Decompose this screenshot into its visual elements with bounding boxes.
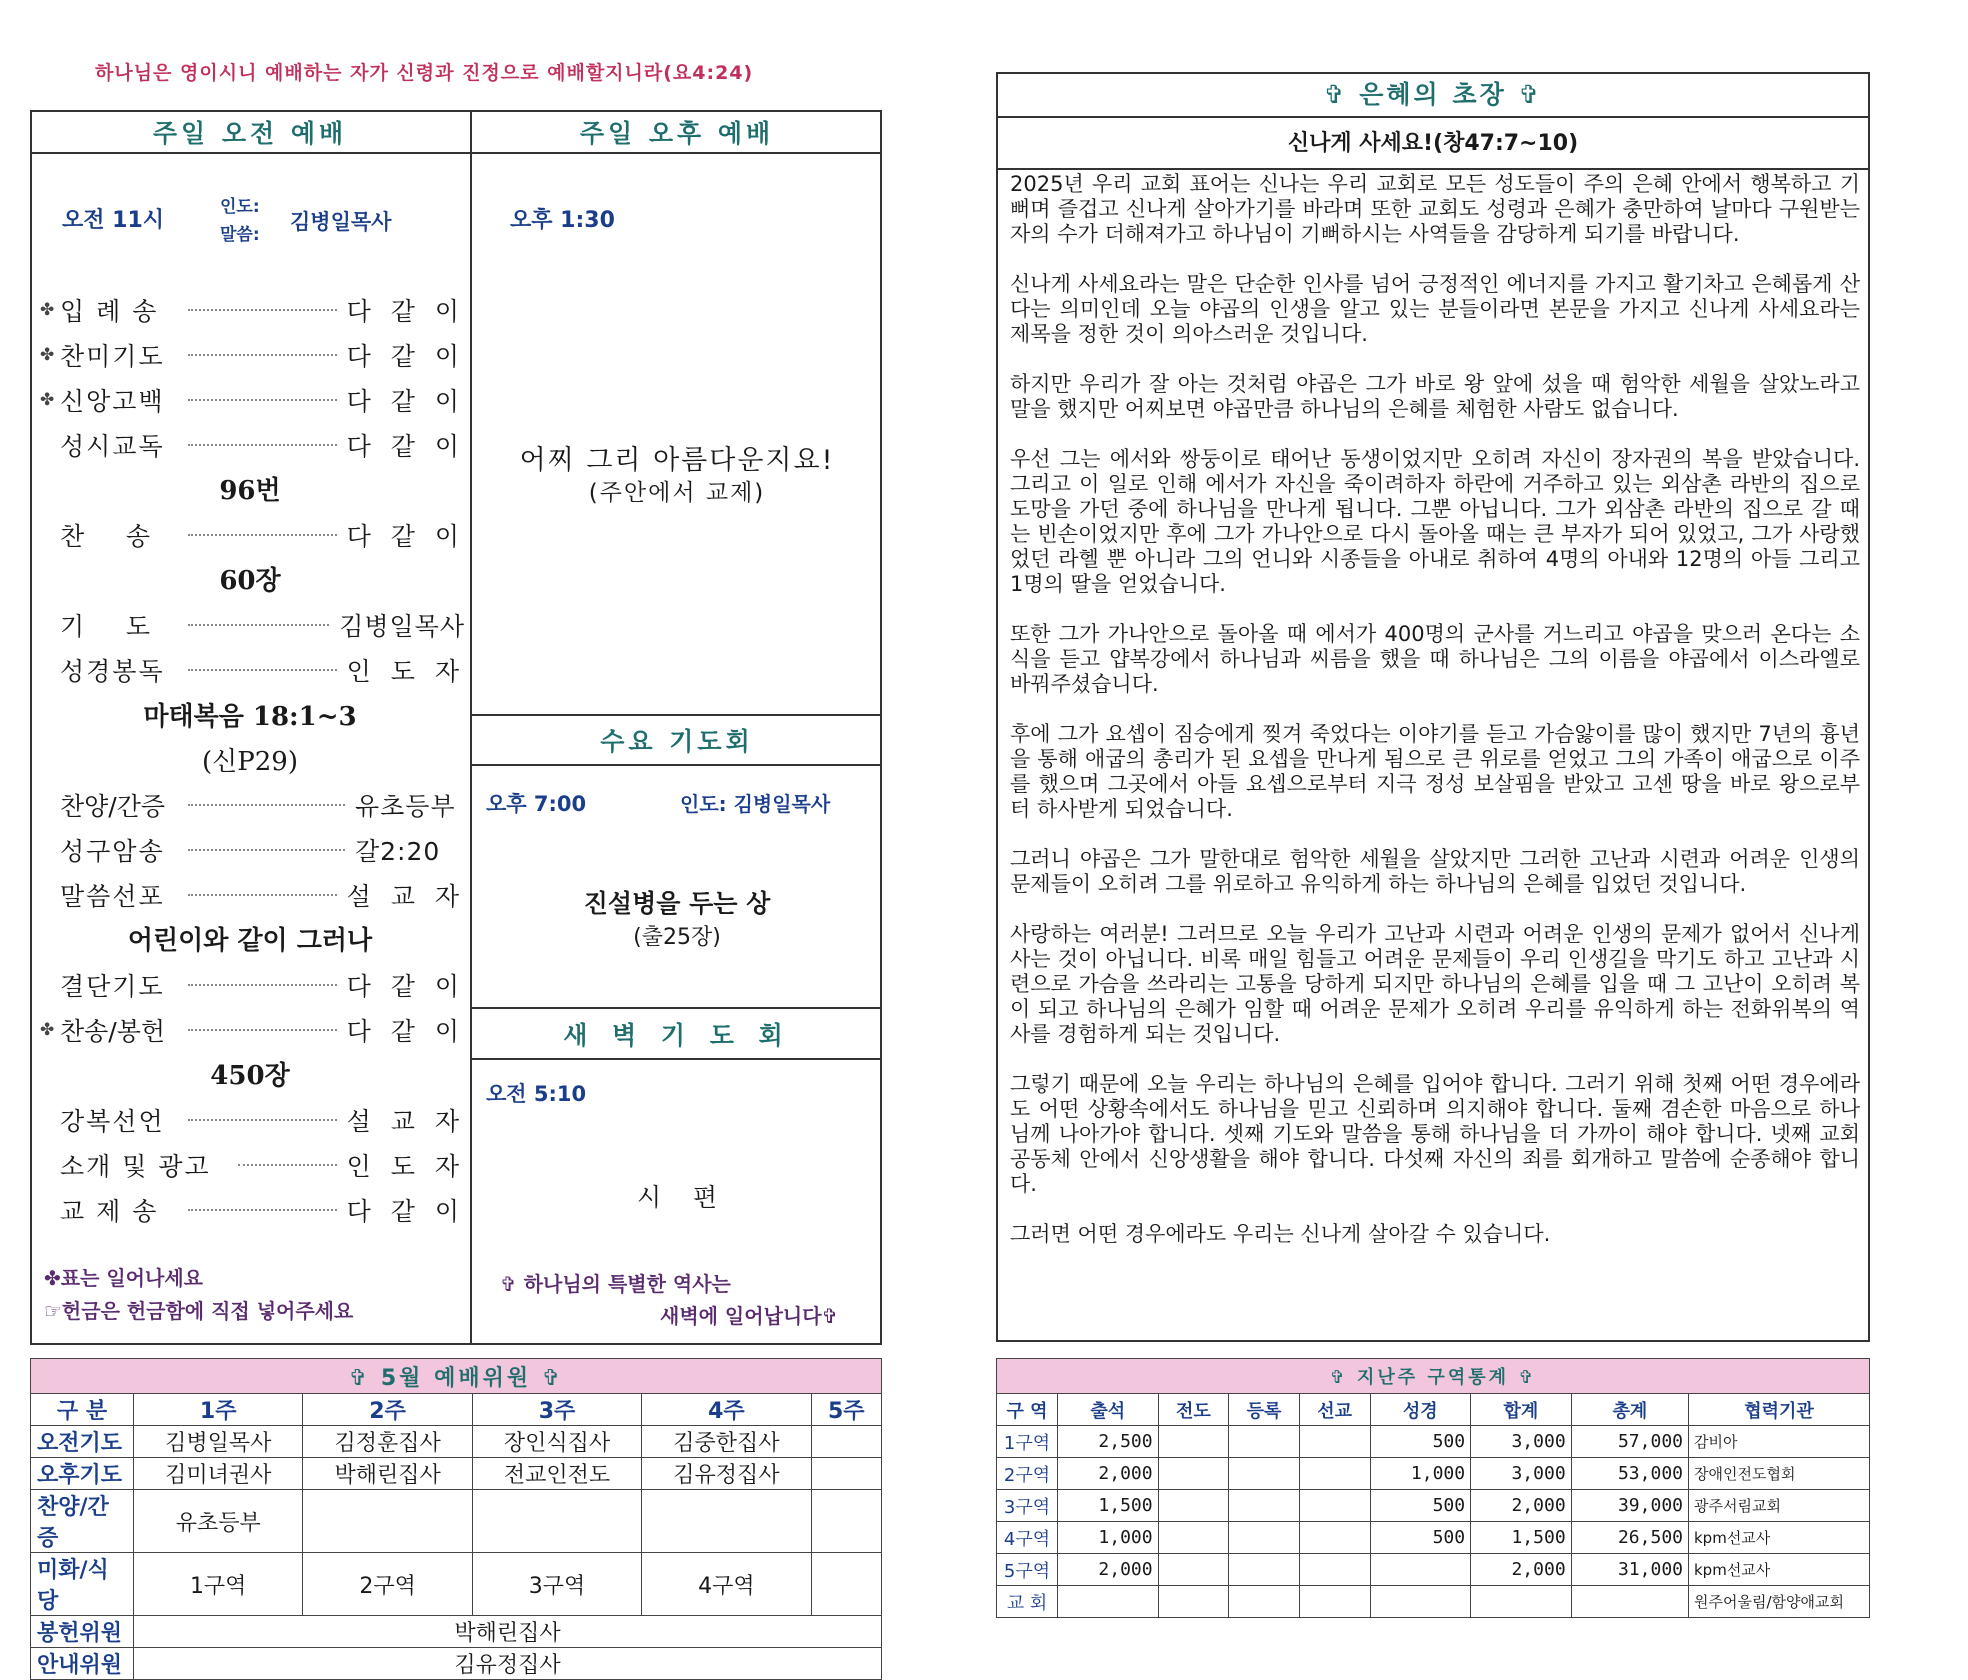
table-row bbox=[31, 1553, 882, 1616]
wednesday-title: 수요 기도회 bbox=[600, 727, 754, 756]
order-person: 다 같 이 bbox=[346, 342, 465, 371]
order-item bbox=[40, 290, 465, 330]
offering-table bbox=[996, 1358, 1870, 1618]
cell: 1,000 bbox=[1058, 1522, 1159, 1554]
offering-note: ☞헌금은 헌금함에 직접 넣어주세요 bbox=[44, 1299, 354, 1323]
cell bbox=[1370, 1586, 1471, 1618]
cell bbox=[1571, 1586, 1688, 1618]
cell bbox=[1158, 1490, 1229, 1522]
wednesday-time: 오후 7:00 bbox=[486, 792, 587, 816]
stand-icon: ✤ bbox=[40, 1020, 55, 1040]
cell: 31,000 bbox=[1571, 1554, 1688, 1586]
cell bbox=[1229, 1490, 1300, 1522]
cell: 2,000 bbox=[1471, 1490, 1572, 1522]
cell bbox=[1229, 1554, 1300, 1586]
table-row bbox=[31, 1648, 882, 1680]
cell bbox=[1471, 1586, 1572, 1618]
cell: 김정훈집사 bbox=[303, 1426, 472, 1458]
morning-time: 오전 11시 bbox=[62, 208, 165, 233]
order-item bbox=[40, 965, 465, 1005]
table-row bbox=[997, 1490, 1870, 1522]
paragraph: 또한 그가 가나안으로 돌아올 때 에서가 400명의 군사를 거느리고 야곱을 맞으러 온다는 소식을 듣고 얍복강에서 하나님과 씨름을 했을 때 하나님은 그의 이름을 야곱에서 이스라엘로 바꿔주셨습니다. bbox=[1010, 622, 1860, 696]
paragraph: 신나게 사세요라는 말은 단순한 인사를 넘어 긍정적인 에너지를 가지고 활기차고 은혜롭게 산다는 의미인데 오늘 야곱의 인생을 알고 있는 분들이라면 본문을 가지고 신나게 사세요라는 제목을 정한 것이 의아스러운 것입니다. bbox=[1010, 272, 1860, 346]
row-label: 봉헌위원 bbox=[31, 1616, 134, 1648]
cell: 유초등부 bbox=[134, 1490, 303, 1553]
wednesday-lead: 인도: 김병일목사 bbox=[680, 792, 831, 816]
cell bbox=[1299, 1490, 1370, 1522]
cell bbox=[1299, 1586, 1370, 1618]
divider bbox=[470, 714, 882, 716]
col-header: 구 분 bbox=[31, 1394, 134, 1426]
scripture: 마태복음 18:1~3 bbox=[143, 702, 357, 732]
cell bbox=[1058, 1586, 1159, 1618]
table-row bbox=[997, 1522, 1870, 1554]
cell: 2구역 bbox=[303, 1553, 472, 1616]
cell: 500 bbox=[1370, 1490, 1471, 1522]
article-body bbox=[1010, 172, 1860, 1272]
order-name: 성경봉독 bbox=[60, 657, 165, 686]
table-row bbox=[997, 1426, 1870, 1458]
table-row bbox=[997, 1458, 1870, 1490]
order-item bbox=[40, 1145, 465, 1185]
paragraph: 우선 그는 에서와 쌍둥이로 태어난 동생이었지만 오히려 자신이 장자권의 복을 받았습니다. 그리고 이 일로 인해 에서가 자신을 죽이려하자 하란에 거주하고 있는 외삼촌 라반의 집으로 도망을 가던 중에 하나님을 만나게 됩니다. 그뿐 아닙니다. 그가 외삼촌 라반의 집으로 갈 때는 빈손이었지만 후에 그가 가나안으로 다시 돌아올 때는 큰 부자가 되어 있었고, 그가 사랑했었던 라헬 뿐 아니라 그의 언니와 시종들을 아내로 취하여 4명의 아내와 12명의 아들 그리고 1명의 딸을 얻었습니다. bbox=[1010, 447, 1860, 596]
paragraph: 그렇기 때문에 오늘 우리는 하나님의 은혜를 입어야 합니다. 그러기 위해 첫째 어떤 경우에라도 어떤 상황속에서도 하나님을 믿고 신뢰하며 의지해야 합니다. 둘째 겸손한 마음으로 하나님께 나아가야 합니다. 셋째 기도와 말씀을 통해 하나님을 더 가까이 해야 합니다. 넷째 교회 공동체 안에서 신앙생활을 해야 합니다. 다섯째 자신의 죄를 회개하고 말씀에 순종해야 합니다. bbox=[1010, 1072, 1860, 1196]
cell: 2,500 bbox=[1058, 1426, 1159, 1458]
col-header: 2주 bbox=[303, 1394, 472, 1426]
dawn-time: 오전 5:10 bbox=[486, 1082, 587, 1106]
cell: 장애인전도협회 bbox=[1689, 1458, 1870, 1490]
cell: 김병일목사 bbox=[134, 1426, 303, 1458]
order-person: 유초등부 bbox=[355, 792, 456, 821]
offering-committee: 박해린집사 bbox=[134, 1616, 882, 1648]
order-name: 말씀선포 bbox=[60, 882, 165, 911]
committee-table bbox=[30, 1358, 882, 1680]
cell: 4구역 bbox=[997, 1522, 1058, 1554]
row-label: 안내위원 bbox=[31, 1648, 134, 1680]
wednesday-topic: 진설병을 두는 상 bbox=[583, 889, 771, 918]
cell bbox=[472, 1490, 641, 1553]
col-header: 선교 bbox=[1299, 1394, 1370, 1426]
order-name: 찬 송 bbox=[60, 522, 153, 551]
cell bbox=[811, 1426, 881, 1458]
cell: 4구역 bbox=[642, 1553, 811, 1616]
sermon-title: 어린이와 같이 그러나 bbox=[127, 926, 373, 956]
dawn-topic: 시 편 bbox=[636, 1183, 718, 1212]
order-person: 다 같 이 bbox=[346, 522, 465, 551]
divider bbox=[470, 764, 882, 766]
stand-icon: ✤ bbox=[40, 345, 55, 365]
cell bbox=[1299, 1426, 1370, 1458]
paragraph: 2025년 우리 교회 표어는 신나는 우리 교회로 모든 성도들이 주의 은혜 안에서 행복하고 기뻐며 즐겁고 신나게 살아가기를 바라며 또한 교회도 성령과 은혜가 충만하여 날마다 구원받는 자의 수가 더해져가고 하나님이 기뻐하시는 사역들을 감당하게 되기를 바랍니다. bbox=[1010, 172, 1860, 246]
cell bbox=[642, 1490, 811, 1553]
order-person: 설 교 자 bbox=[346, 1107, 465, 1136]
cell: 39,000 bbox=[1571, 1490, 1688, 1522]
row-label: 오전기도 bbox=[31, 1426, 134, 1458]
header-verse: 하나님은 영이시니 예배하는 자가 신령과 진정으로 예배할지니라(요4:24) bbox=[95, 62, 754, 84]
cell bbox=[1299, 1554, 1370, 1586]
order-item bbox=[40, 1010, 465, 1050]
order-item bbox=[40, 380, 465, 420]
col-header: 4주 bbox=[642, 1394, 811, 1426]
cell: 전교인전도 bbox=[472, 1458, 641, 1490]
afternoon-time: 오후 1:30 bbox=[510, 208, 615, 233]
hymn-number: 60장 bbox=[219, 566, 281, 596]
stand-icon: ✤ bbox=[40, 390, 55, 410]
col-header: 협력기관 bbox=[1689, 1394, 1870, 1426]
row-label: 오후기도 bbox=[31, 1458, 134, 1490]
wednesday-topic-sub: (출25장) bbox=[633, 925, 721, 950]
paragraph: 그러면 어떤 경우에라도 우리는 신나게 살아갈 수 있습니다. bbox=[1010, 1222, 1551, 1246]
col-header: 합계 bbox=[1471, 1394, 1572, 1426]
cell: kpm선교사 bbox=[1689, 1554, 1870, 1586]
order-name: 찬양/간증 bbox=[60, 792, 166, 821]
cell: 1,500 bbox=[1471, 1522, 1572, 1554]
paragraph: 사랑하는 여러분! 그러므로 오늘 우리가 고난과 시련과 어려운 인생의 문제가 없어서 신나게 사는 것이 아닙니다. 비록 매일 힘들고 어려운 문제들이 우리 인생길을 막기도 하고 고난과 시련으로 가슴을 쓰라리는 고통을 당하게 되지만 하나님의 은혜를 입을 때 그 고난이 오히려 복이 되고 하나님의 은혜가 임할 때 어려운 문제가 오히려 우리를 유익하게 하는 전화위복의 역사를 경험하게 되는 것입니다. bbox=[1010, 922, 1860, 1046]
order-item bbox=[40, 605, 465, 645]
offering-title: ✞ 지난주 구역통계 ✞ bbox=[997, 1359, 1870, 1394]
morning-pastor: 김병일목사 bbox=[290, 210, 392, 234]
cell bbox=[1158, 1554, 1229, 1586]
cell: 2,000 bbox=[1058, 1554, 1159, 1586]
reading-number: 96번 bbox=[219, 476, 281, 506]
guide-committee: 김유정집사 bbox=[134, 1648, 882, 1680]
order-person: 설 교 자 bbox=[346, 882, 465, 911]
order-item bbox=[40, 830, 465, 870]
dawn-title: 새 벽 기 도 회 bbox=[563, 1021, 791, 1050]
order-name: 신앙고백 bbox=[60, 387, 165, 416]
order-name: 입 례 송 bbox=[60, 297, 159, 326]
paragraph: 그러니 야곱은 그가 말한대로 험악한 세월을 살았지만 그러한 고난과 시련과 어려운 인생의 문제들이 오히려 그를 위로하고 유익하게 하는 하나님의 은혜를 입었던 것입니다. bbox=[1010, 847, 1860, 896]
cell: 2,000 bbox=[1471, 1554, 1572, 1586]
order-person: 김병일목사 bbox=[339, 612, 465, 641]
cell: 교 회 bbox=[997, 1586, 1058, 1618]
cell bbox=[1158, 1522, 1229, 1554]
cell bbox=[1229, 1586, 1300, 1618]
order-person: 인 도 자 bbox=[346, 1152, 465, 1181]
cell: 3구역 bbox=[997, 1490, 1058, 1522]
cell bbox=[811, 1458, 881, 1490]
cell: 53,000 bbox=[1571, 1458, 1688, 1490]
order-item bbox=[40, 515, 465, 555]
order-name: 교 제 송 bbox=[60, 1197, 159, 1226]
cell: 500 bbox=[1370, 1426, 1471, 1458]
cell: 57,000 bbox=[1571, 1426, 1688, 1458]
cell: 500 bbox=[1370, 1522, 1471, 1554]
order-person: 다 같 이 bbox=[346, 1017, 465, 1046]
order-name: 성시교독 bbox=[60, 432, 165, 461]
cell: 박해린집사 bbox=[303, 1458, 472, 1490]
committee-title: ✞ 5월 예배위원 ✞ bbox=[31, 1359, 882, 1394]
order-name: 강복선언 bbox=[60, 1107, 165, 1136]
order-item bbox=[40, 1100, 465, 1140]
cell bbox=[1229, 1522, 1300, 1554]
cell: 감비아 bbox=[1689, 1426, 1870, 1458]
order-name: 성구암송 bbox=[60, 837, 165, 866]
divider bbox=[470, 1058, 882, 1060]
cell: 2,000 bbox=[1058, 1458, 1159, 1490]
col-header: 총계 bbox=[1571, 1394, 1688, 1426]
table-row bbox=[997, 1586, 1870, 1618]
cell: 김중한집사 bbox=[642, 1426, 811, 1458]
cell: 원주어울림/함양애교회 bbox=[1689, 1586, 1870, 1618]
order-name: 기 도 bbox=[60, 612, 153, 641]
paragraph: 후에 그가 요셉이 짐승에게 찢겨 죽었다는 이야기를 듣고 가슴앓이를 많이 했지만 7년의 흉년을 통해 애굽의 총리가 된 요셉을 만나게 됨으로 큰 위로를 얻었고 그의 가족이 애굽으로 이주를 했으며 그곳에서 아들 요셉으로부터 지극 정성 보살핌을 받았고 고센 땅을 바로 왕으로부터 하사받게 되었습니다. bbox=[1010, 722, 1860, 821]
cell bbox=[1370, 1554, 1471, 1586]
morning-service-title: 주일 오전 예배 bbox=[152, 119, 348, 148]
cell bbox=[1229, 1426, 1300, 1458]
order-name: 결단기도 bbox=[60, 972, 165, 1001]
table-row bbox=[31, 1616, 882, 1648]
cell bbox=[811, 1490, 881, 1553]
order-item bbox=[40, 1190, 465, 1230]
cell: 1구역 bbox=[134, 1553, 303, 1616]
afternoon-service-title: 주일 오후 예배 bbox=[579, 119, 775, 148]
cell: 1구역 bbox=[997, 1426, 1058, 1458]
cell: 김미녀권사 bbox=[134, 1458, 303, 1490]
cell bbox=[811, 1553, 881, 1616]
cell bbox=[1158, 1458, 1229, 1490]
order-item bbox=[40, 875, 465, 915]
cell: 1,500 bbox=[1058, 1490, 1159, 1522]
col-header: 등록 bbox=[1229, 1394, 1300, 1426]
order-person: 다 같 이 bbox=[346, 1197, 465, 1226]
row-label: 찬양/간증 bbox=[31, 1490, 134, 1553]
table-row bbox=[31, 1426, 882, 1458]
cell bbox=[303, 1490, 472, 1553]
cell: 광주서림교회 bbox=[1689, 1490, 1870, 1522]
cell: 5구역 bbox=[997, 1554, 1058, 1586]
cell: 3,000 bbox=[1471, 1458, 1572, 1490]
col-header: 성경 bbox=[1370, 1394, 1471, 1426]
row-label: 미화/식당 bbox=[31, 1553, 134, 1616]
cell bbox=[1158, 1426, 1229, 1458]
cell bbox=[1299, 1458, 1370, 1490]
order-name: 찬미기도 bbox=[60, 342, 165, 371]
cell: 2구역 bbox=[997, 1458, 1058, 1490]
order-person: 다 같 이 bbox=[346, 387, 465, 416]
order-item bbox=[40, 335, 465, 375]
cell bbox=[1229, 1458, 1300, 1490]
col-header: 출석 bbox=[1058, 1394, 1159, 1426]
afternoon-song: 어찌 그리 아름다운지요! bbox=[519, 445, 835, 476]
afternoon-song-sub: (주안에서 교제) bbox=[588, 480, 766, 506]
cell: 장인식집사 bbox=[472, 1426, 641, 1458]
order-name: 찬송/봉헌 bbox=[60, 1017, 166, 1046]
col-header: 구 역 bbox=[997, 1394, 1058, 1426]
article-header: ✞ 은혜의 초장 ✞ bbox=[996, 72, 1870, 118]
cell bbox=[1158, 1586, 1229, 1618]
scripture-page: (신P29) bbox=[202, 747, 298, 777]
stand-icon: ✤ bbox=[40, 300, 55, 320]
cell: 26,500 bbox=[1571, 1522, 1688, 1554]
word-label: 말씀: bbox=[220, 225, 260, 245]
stand-note: ✤표는 일어나세요 bbox=[44, 1266, 203, 1290]
article-title: 신나게 사세요!(창47:7~10) bbox=[996, 118, 1870, 170]
col-header: 1주 bbox=[134, 1394, 303, 1426]
lead-label: 인도: bbox=[220, 197, 260, 217]
paragraph: 하지만 우리가 잘 아는 것처럼 야곱은 그가 바로 왕 앞에 섰을 때 험악한 세월을 살았노라고 말을 했지만 어찌보면 야곱만큼 하나님의 은혜를 체험한 사람도 없습니다. bbox=[1010, 372, 1860, 421]
col-header: 5주 bbox=[811, 1394, 881, 1426]
offering-hymn: 450장 bbox=[210, 1061, 290, 1091]
header-divider bbox=[30, 152, 882, 154]
table-row bbox=[997, 1554, 1870, 1586]
col-header: 전도 bbox=[1158, 1394, 1229, 1426]
order-person: 다 같 이 bbox=[346, 432, 465, 461]
divider bbox=[470, 1007, 882, 1009]
order-person: 인 도 자 bbox=[346, 657, 465, 686]
cell: kpm선교사 bbox=[1689, 1522, 1870, 1554]
cell: 3구역 bbox=[472, 1553, 641, 1616]
order-item bbox=[40, 785, 465, 825]
dawn-note-2: 새벽에 일어납니다✞ bbox=[660, 1304, 839, 1328]
cell: 김유정집사 bbox=[642, 1458, 811, 1490]
order-person: 갈2:20 bbox=[355, 837, 441, 866]
table-row bbox=[31, 1458, 882, 1490]
cell bbox=[1299, 1522, 1370, 1554]
order-person: 다 같 이 bbox=[346, 297, 465, 326]
order-name: 소개 및 광고 bbox=[60, 1152, 211, 1181]
col-header: 3주 bbox=[472, 1394, 641, 1426]
order-item bbox=[40, 650, 465, 690]
order-item bbox=[40, 425, 465, 465]
table-row bbox=[31, 1490, 882, 1553]
dawn-note-1: ✞ 하나님의 특별한 역사는 bbox=[500, 1272, 731, 1296]
cell: 1,000 bbox=[1370, 1458, 1471, 1490]
order-person: 다 같 이 bbox=[346, 972, 465, 1001]
cell: 3,000 bbox=[1471, 1426, 1572, 1458]
